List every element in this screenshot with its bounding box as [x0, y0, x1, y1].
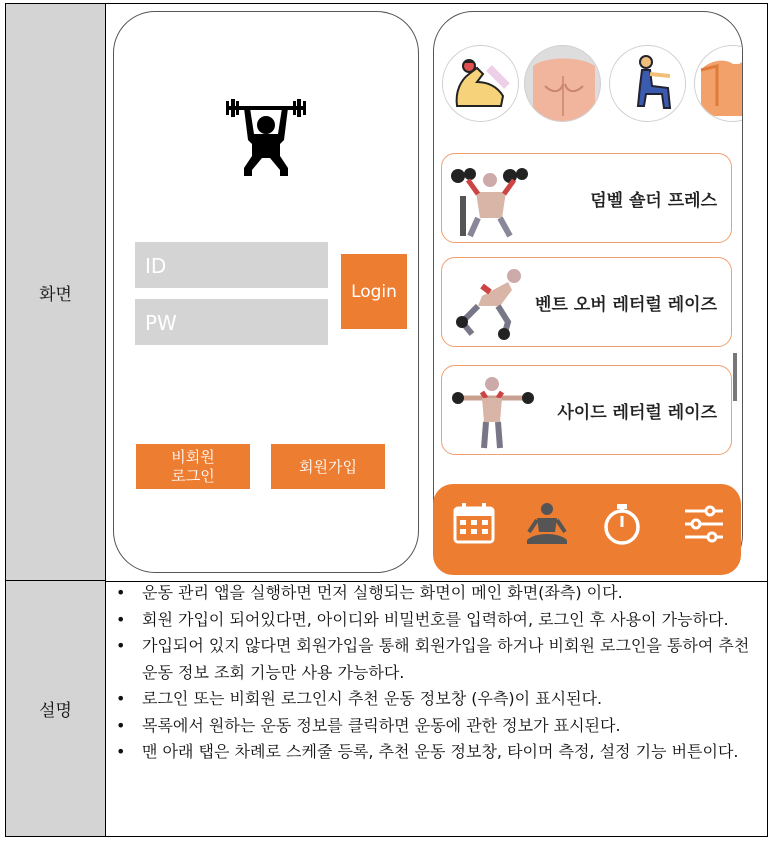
row-label-description: 설명 — [6, 581, 106, 836]
bent-over-lateral-raise-icon — [448, 262, 538, 342]
description-list — [112, 580, 760, 766]
description-item: • 로그인 또는 비회원 로그인시 추천 운동 정보창 (우측)이 표시된다. — [112, 686, 760, 713]
exercise-label: 벤트 오버 레터럴 레이즈 — [535, 294, 717, 315]
exercise-card-3[interactable] — [441, 365, 732, 455]
side-lateral-raise-icon — [448, 370, 538, 450]
stopwatch-icon[interactable] — [600, 502, 644, 546]
list-scrollbar[interactable] — [733, 353, 737, 401]
meditation-icon[interactable] — [525, 502, 569, 546]
password-input[interactable]: PW — [135, 299, 328, 345]
description-item: • 운동 관리 앱을 실행하면 먼저 실행되는 화면이 메인 화면(좌측) 이다. — [112, 580, 760, 607]
shoulder-icon[interactable] — [694, 45, 743, 122]
id-input[interactable]: ID — [135, 242, 328, 288]
settings-sliders-icon[interactable] — [682, 502, 726, 546]
dumbbell-shoulder-press-icon — [448, 158, 538, 238]
biceps-icon[interactable] — [442, 45, 519, 122]
description-item: • 맨 아래 탭은 차례로 스케줄 등록, 추천 운동 정보창, 타이머 측정, 설정 기능 버튼이다. — [112, 739, 760, 766]
chest-icon[interactable] — [524, 45, 601, 122]
calendar-icon[interactable] — [452, 502, 496, 546]
exercise-label: 덤벨 숄더 프레스 — [590, 190, 717, 211]
login-button[interactable]: Login — [341, 254, 407, 329]
exercise-label: 사이드 레터럴 레이즈 — [557, 402, 717, 423]
signup-button[interactable]: 회원가입 — [271, 444, 385, 489]
exercise-card-2[interactable] — [441, 257, 732, 347]
description-item: • 가입되어 있지 않다면 회원가입을 통해 회원가입을 하거나 비회원 로그인을 통하여 추천 운동 정보 조회 기능만 사용 가능하다. — [112, 633, 760, 686]
weightlifter-logo-icon — [224, 98, 308, 178]
legs-icon[interactable] — [609, 45, 686, 122]
description-item: • 목록에서 원하는 운동 정보를 클릭하면 운동에 관한 정보가 표시된다. — [112, 713, 760, 740]
guest-login-button[interactable]: 비회원 로그인 — [136, 444, 250, 489]
exercise-card-1[interactable] — [441, 153, 732, 243]
row-label-screen: 화면 — [6, 4, 106, 581]
description-item: • 회원 가입이 되어있다면, 아이디와 비밀번호를 입력하여, 로그인 후 사용이 가능하다. — [112, 607, 760, 634]
